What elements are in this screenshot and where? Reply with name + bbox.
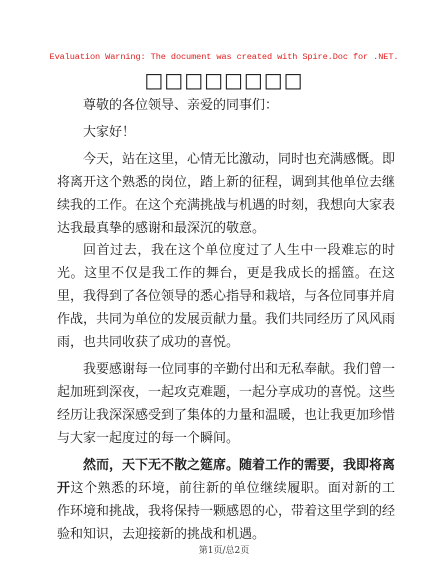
paragraph-4-bold-lead: 然而，天下无不散之筵席。随着工作的需要，我即将离开 [57,458,396,496]
paragraph-4 [57,454,395,546]
greeting: 大家好！ [83,125,136,140]
paragraph-1: 今天，站在这里，心情无比激动，同时也充满感慨。即将离开这个熟悉的岗位，踏上新的征程，调到其他单位去继续我的工作。在这个充满挑战与机遇的时刻，我想向大家表达我最真挚的感谢和最深沉的敬意。 [57,152,396,236]
page-footer: 第1页/总2页 [198,546,250,556]
paragraph-2: 回首过去，我在这个单位度过了人生中一段难忘的时光。这里不仅是我工作的舞台，更是我成长的摇篮。在这里，我得到了各位领导的悉心指导和栽培，与各位同事并肩作战，共同为单位的发展贡献力量。我们共同经历了风风雨雨，也共同收获了成功的喜悦。 [57,243,396,350]
paragraph-3: 我要感谢每一位同事的辛勤付出和无私奉献。我们曾一起加班到深夜，一起攻克难题，一起分享成功的喜悦。这些经历让我深深感受到了集体的力量和温暖，也让我更加珍惜与大家一起度过的每一个瞬间。 [57,362,396,446]
document-title: □□□□□□□□ [144,68,304,92]
salutation: 尊敬的各位领导、亲爱的同事们： [83,98,279,113]
evaluation-warning: Evaluation Warning: The document was created with Spire.Doc for .NET. [49,52,399,62]
paragraph-4-rest: 这个熟悉的环境，前往新的单位继续履职。面对新的工作环境和挑战，我将保持一颗感恩的心，带着这里学到的经验和知识，去迎接新的挑战和机遇。 [57,481,396,542]
